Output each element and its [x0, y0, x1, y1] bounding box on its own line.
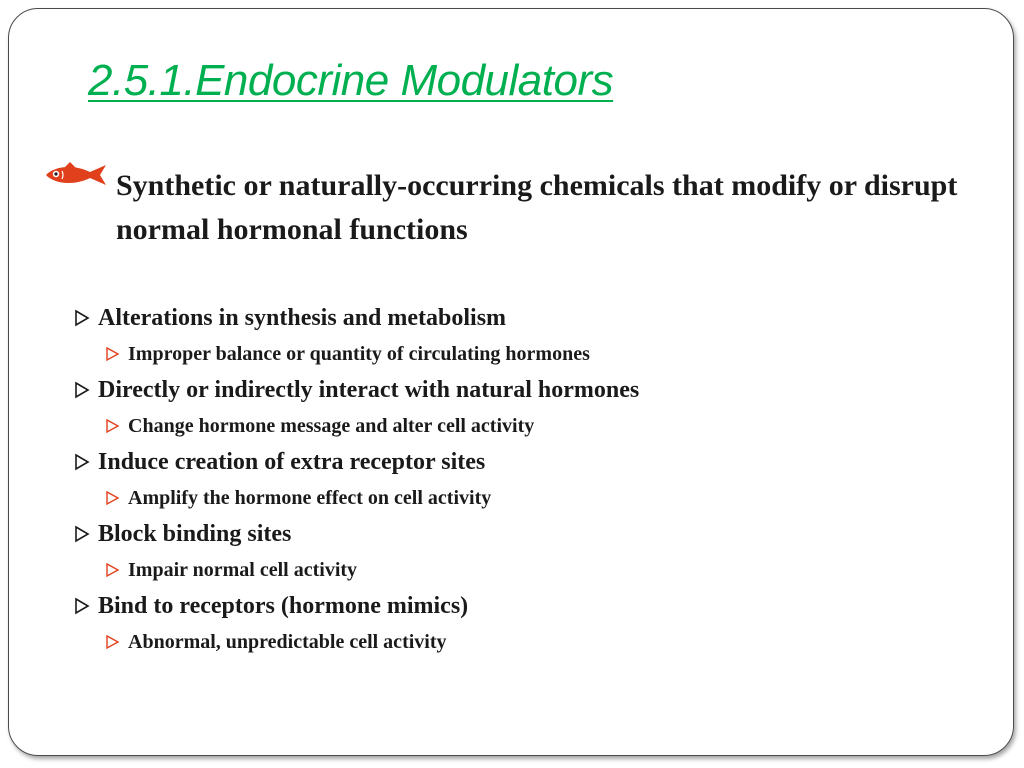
- fish-icon: [44, 160, 108, 190]
- sub-bullet-item: [72, 624, 972, 660]
- arrow-bullet-icon: [104, 490, 122, 506]
- sub-bullet-text: Improper balance or quantity of circulating hormones: [128, 343, 590, 365]
- bullet-item: [72, 444, 972, 480]
- arrow-bullet-icon: [104, 346, 122, 362]
- arrow-bullet-icon: [72, 596, 94, 616]
- bullet-text: Alterations in synthesis and metabolism: [98, 305, 507, 331]
- intro-text: Synthetic or naturally-occurring chemicals that modify or disrupt normal hormonal functions: [116, 169, 958, 246]
- arrow-bullet-icon: [104, 634, 122, 650]
- arrow-bullet-icon: [72, 308, 94, 328]
- arrow-bullet-icon: [104, 418, 122, 434]
- sub-bullet-text: Impair normal cell activity: [128, 559, 358, 581]
- sub-bullet-text: Amplify the hormone effect on cell activity: [128, 487, 492, 509]
- arrow-bullet-icon: [104, 562, 122, 578]
- bullet-text: Induce creation of extra receptor sites: [98, 449, 486, 475]
- bullet-item: [72, 372, 972, 408]
- arrow-bullet-icon: [72, 452, 94, 472]
- arrow-bullet-icon: [72, 380, 94, 400]
- bullet-text: Block binding sites: [98, 521, 292, 547]
- bullet-list: [72, 300, 972, 660]
- bullet-item: [72, 588, 972, 624]
- sub-bullet-item: [72, 480, 972, 516]
- bullet-item: [72, 516, 972, 552]
- bullet-text: Directly or indirectly interact with natural hormones: [98, 377, 640, 403]
- sub-bullet-item: [72, 336, 972, 372]
- sub-bullet-text: Change hormone message and alter cell activity: [128, 415, 535, 437]
- bullet-item: [72, 300, 972, 336]
- sub-bullet-text: Abnormal, unpredictable cell activity: [128, 631, 447, 653]
- sub-bullet-item: [72, 552, 972, 588]
- slide-title: 2.5.1.Endocrine Modulators: [88, 56, 614, 105]
- sub-bullet-item: [72, 408, 972, 444]
- arrow-bullet-icon: [72, 524, 94, 544]
- bullet-text: Bind to receptors (hormone mimics): [98, 593, 469, 619]
